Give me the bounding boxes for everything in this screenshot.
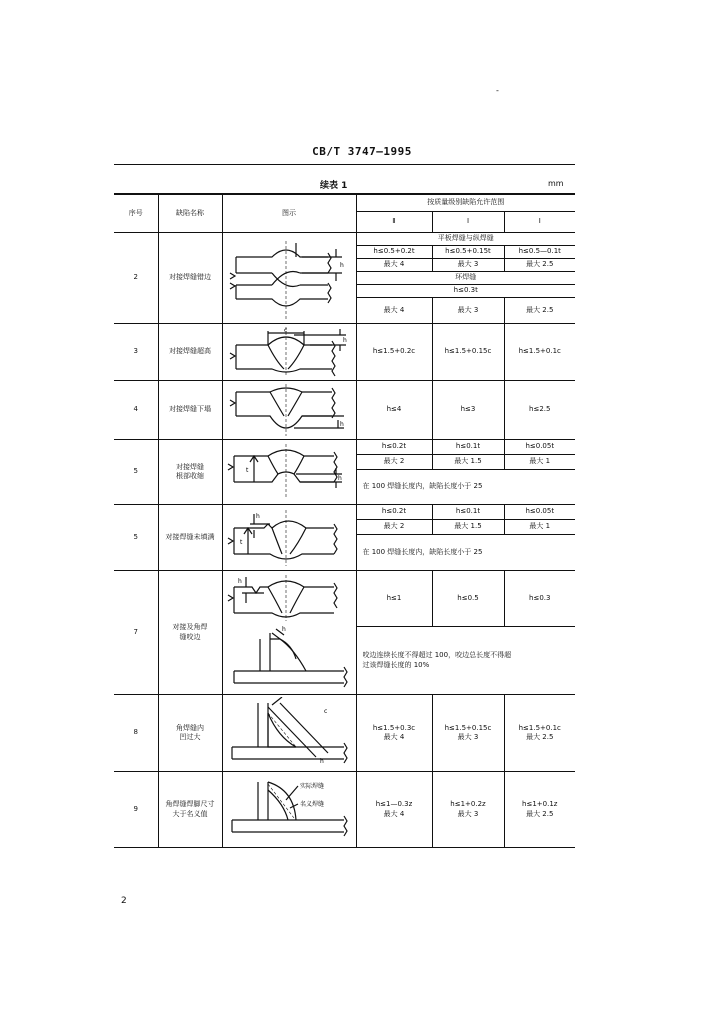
figure-label: 名义焊缝	[300, 800, 325, 808]
tolerance-max: 最大 2	[356, 455, 432, 470]
root-sag-diagram	[224, 382, 354, 438]
tolerance-max: 最大 2.5	[526, 809, 554, 818]
defect-name-line: 大于名义值	[172, 809, 208, 818]
tolerance-max: 最大 2.5	[504, 298, 575, 324]
col-index-header: 序号	[114, 195, 158, 233]
tolerance-value: h≤1	[356, 571, 432, 627]
tolerance-value: h≤0.1t	[432, 505, 504, 520]
tolerance-value: h≤0.5	[432, 571, 504, 627]
figure-cell	[222, 233, 356, 324]
sub-header: 环焊缝	[356, 272, 575, 285]
oversize-leg-diagram	[224, 774, 354, 846]
tolerance-value: h≤0.3	[504, 571, 575, 627]
col-figure-header: 图示	[222, 195, 356, 233]
page-number: 2	[121, 896, 127, 906]
tolerance-cell	[356, 772, 432, 848]
tolerance-max: 最大 2.5	[504, 259, 575, 272]
tolerance-value: h≤0.5+0.15t	[432, 246, 504, 259]
tolerance-max: 最大 2	[356, 520, 432, 535]
dimension-label: h	[238, 577, 242, 585]
dimension-label: c	[284, 327, 288, 334]
dimension-label: h	[282, 625, 286, 633]
figure-cell	[222, 324, 356, 381]
tolerance-value: h≤1.5+0.1c	[518, 723, 561, 732]
defect-name	[158, 695, 222, 772]
length-note: 在 100 焊缝长度内，缺陷长度小于 25	[356, 535, 575, 571]
tolerance-max: 最大 1	[504, 455, 575, 470]
tolerance-cell	[504, 695, 575, 772]
row-index: 7	[114, 571, 158, 695]
defect-name: 对接焊缝未填满	[158, 505, 222, 571]
standard-number: CB/T 3747—1995	[312, 145, 412, 158]
col-range-header: 按质量级别缺陷允许范围	[356, 195, 575, 212]
misalignment-diagram	[224, 233, 354, 323]
tolerance-max: 最大 1.5	[432, 455, 504, 470]
tolerance-value: h≤1+0.1z	[522, 800, 558, 809]
defect-name	[158, 772, 222, 848]
root-shrinkage-diagram	[224, 442, 354, 502]
figure-cell	[222, 695, 356, 772]
table-continuation-title: 续表 1	[320, 181, 348, 191]
note-line: 过该焊缝长度的 10%	[362, 660, 430, 669]
row-index: 9	[114, 772, 158, 848]
defect-tolerance-table	[114, 194, 575, 848]
tolerance-value: h≤0.2t	[356, 440, 432, 455]
tolerance-max: 最大 3	[432, 259, 504, 272]
row-index: 2	[114, 233, 158, 324]
grade-header: Ⅰ	[504, 212, 575, 233]
figure-cell	[222, 772, 356, 848]
row-index: 8	[114, 695, 158, 772]
defect-name-line: 对接焊缝	[176, 462, 204, 471]
figure-cell	[222, 505, 356, 571]
tolerance-value: h≤1.5+0.3c	[372, 723, 416, 732]
sub-header: 平板焊缝与纵焊缝	[356, 233, 575, 246]
defect-name: 对接焊缝错边	[158, 233, 222, 324]
dimension-label: h	[338, 475, 342, 482]
dimension-label: h	[343, 337, 347, 344]
excess-reinforcement-diagram	[224, 325, 354, 379]
tolerance-value: h≤0.5+0.2t	[356, 246, 432, 259]
defect-name: 对接焊缝下塌	[158, 381, 222, 440]
defect-name	[158, 440, 222, 505]
grade-header: Ⅱ	[356, 212, 432, 233]
defect-name-line: 缝咬边	[179, 632, 201, 641]
defect-name-line: 根部收缩	[176, 472, 204, 480]
row-index: 3	[114, 324, 158, 381]
tolerance-value: h≤0.3t	[356, 285, 575, 298]
dimension-label: h	[320, 758, 324, 765]
figure-cell	[222, 381, 356, 440]
tolerance-value: h≤0.2t	[356, 505, 432, 520]
tolerance-value: h≤0.5—0.1t	[504, 246, 575, 259]
tolerance-value: h≤3	[432, 381, 504, 440]
length-note: 在 100 焊缝长度内，缺陷长度小于 25	[356, 470, 575, 505]
tolerance-max: 最大 3	[432, 298, 504, 324]
header-rule	[114, 164, 575, 165]
tolerance-max: 最大 1.5	[432, 520, 504, 535]
figure-label: 实际焊缝	[300, 782, 325, 790]
unit-label: mm	[548, 179, 564, 188]
defect-name-line: 角焊缝内	[176, 723, 204, 732]
tolerance-max: 最大 4	[383, 733, 405, 741]
dimension-label: h	[256, 512, 260, 520]
figure-cell	[222, 440, 356, 505]
stray-mark: -	[496, 86, 499, 95]
tolerance-value: h≤1.5+0.2c	[356, 324, 432, 381]
tolerance-cell	[432, 695, 504, 772]
tolerance-cell	[432, 772, 504, 848]
undercut-note	[356, 627, 575, 695]
tolerance-value: h≤1—0.3z	[375, 800, 413, 809]
dimension-label: t	[240, 538, 243, 546]
dimension-label: t	[246, 467, 249, 474]
defect-name-line: 对接及角焊	[172, 623, 208, 632]
dimension-label: c	[324, 708, 328, 715]
row-index: 5	[114, 440, 158, 505]
row-index: 5	[114, 505, 158, 571]
tolerance-value: h≤1.5+0.1c	[504, 324, 575, 381]
tolerance-max: 最大 4	[383, 809, 405, 818]
tolerance-max: 最大 4	[356, 259, 432, 272]
tolerance-max: 最大 2.5	[526, 733, 554, 741]
defect-name-line: 角焊缝焊脚尺寸	[165, 800, 215, 809]
defect-name: 对接焊缝超高	[158, 324, 222, 381]
tolerance-value: h≤1.5+0.15c	[432, 324, 504, 381]
grade-header: Ⅰ	[432, 212, 504, 233]
tolerance-max: 最大 3	[457, 733, 479, 741]
note-line: 咬边连续长度不得超过 100，咬边总长度不得超	[362, 651, 512, 660]
tolerance-max: 最大 4	[356, 298, 432, 324]
tolerance-value: h≤0.1t	[432, 440, 504, 455]
row-index: 4	[114, 381, 158, 440]
tolerance-value: h≤1.5+0.15c	[444, 723, 492, 732]
tolerance-value: h≤4	[356, 381, 432, 440]
dimension-label: h	[340, 262, 344, 269]
defect-name	[158, 571, 222, 695]
figure-cell	[222, 571, 356, 695]
incomplete-fill-diagram	[224, 508, 354, 568]
excess-concavity-diagram	[224, 697, 354, 769]
tolerance-max: 最大 1	[504, 520, 575, 535]
defect-name-line: 凹过大	[179, 733, 201, 741]
tolerance-value: h≤0.05t	[504, 440, 575, 455]
tolerance-value: h≤1+0.2z	[450, 800, 486, 809]
tolerance-cell	[356, 695, 432, 772]
col-name-header: 缺陷名称	[158, 195, 222, 233]
tolerance-cell	[504, 772, 575, 848]
undercut-diagram	[224, 573, 354, 693]
tolerance-value: h≤0.05t	[504, 505, 575, 520]
tolerance-max: 最大 3	[457, 809, 479, 818]
tolerance-value: h≤2.5	[504, 381, 575, 440]
dimension-label: h	[340, 421, 344, 428]
